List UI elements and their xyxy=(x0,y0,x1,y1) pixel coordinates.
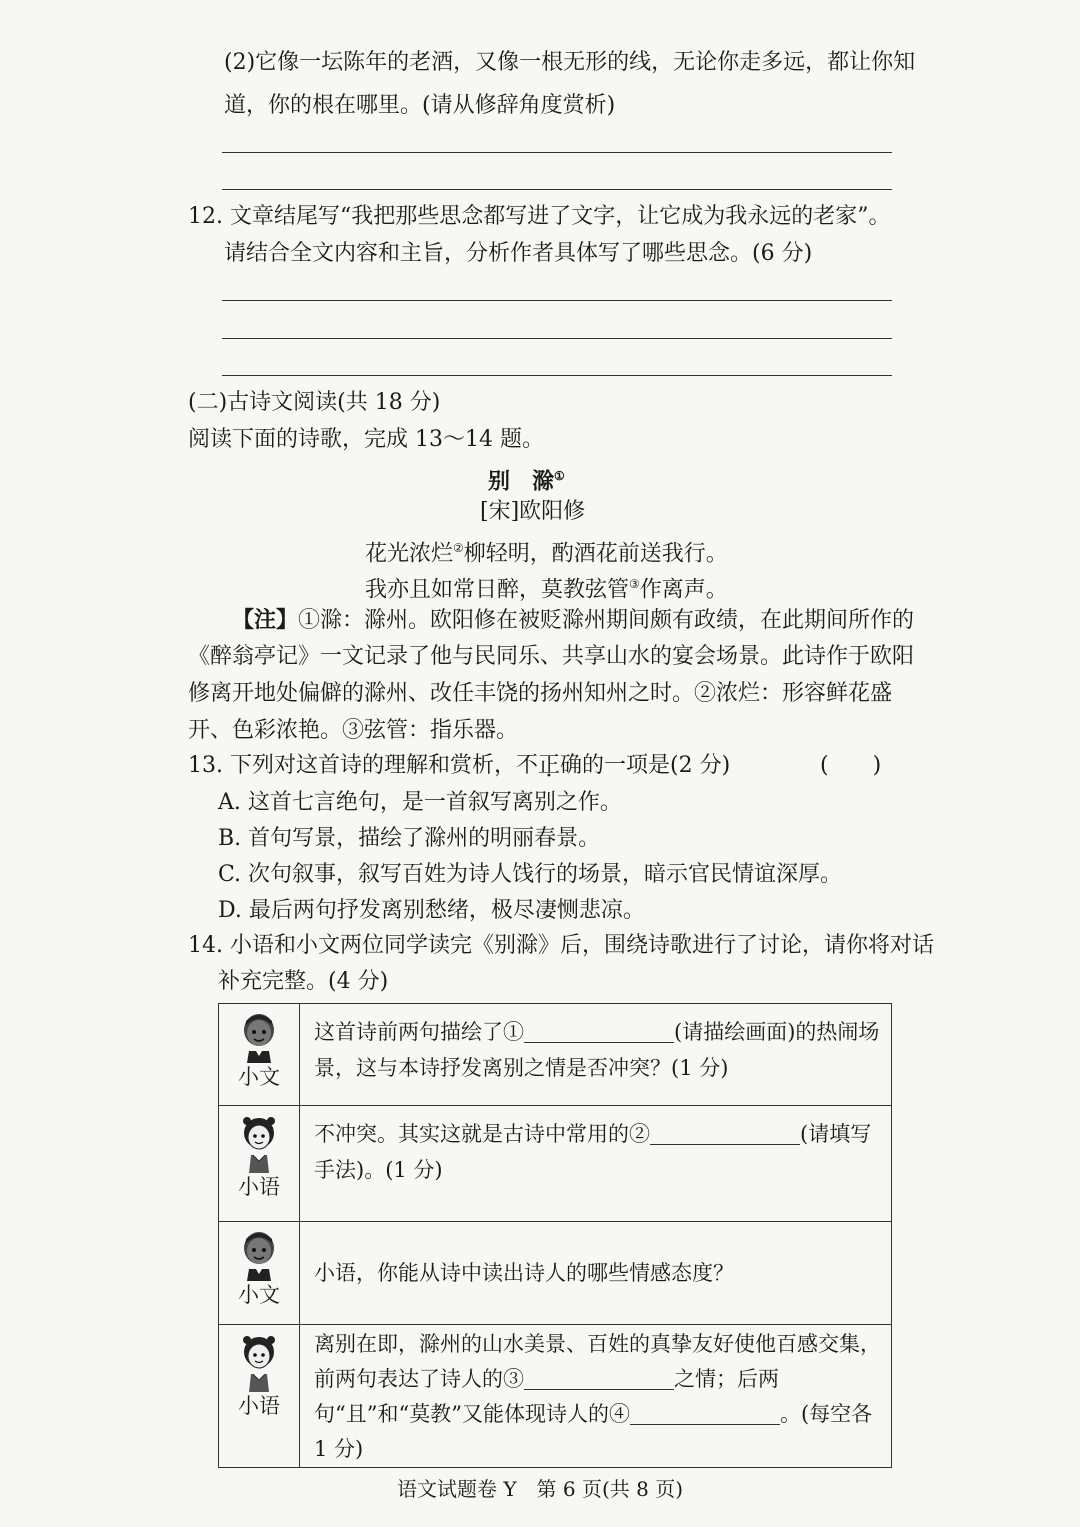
dialog-row xyxy=(219,1106,892,1222)
note-marker: ① xyxy=(554,469,565,483)
q13-option-d[interactable]: D. 最后两句抒发离别愁绪，极尽凄恻悲凉。 xyxy=(218,898,645,923)
poem-title xyxy=(488,461,565,496)
poem-title-text: 别 滁 xyxy=(488,468,555,495)
dialog-row xyxy=(219,1325,892,1468)
speech-text: 这首诗前两句描绘了① xyxy=(314,1020,524,1044)
speech-cell xyxy=(300,1325,892,1468)
notes-line-1-text: ①滁：滁州。欧阳修在被贬滁州期间颇有政绩，在此期间所作的 xyxy=(298,608,915,633)
fill-blank-3[interactable] xyxy=(524,1367,674,1390)
speaker-name: 小语 xyxy=(238,1394,280,1418)
notes-label: 【注】 xyxy=(232,607,299,633)
q13-stem-emphasis: 不正确 xyxy=(515,753,582,778)
q13-stem-b: 的一项是(2 分) xyxy=(582,753,731,778)
fill-blank-2[interactable] xyxy=(650,1122,800,1145)
speech-text: 小语，你能从诗中读出诗人的哪些情感态度？ xyxy=(314,1261,734,1285)
q13-option-a[interactable]: A. 这首七言绝句，是一首叙写离别之作。 xyxy=(218,790,622,815)
notes-line-4: 开、色彩浓艳。③弦管：指乐器。 xyxy=(188,718,519,743)
q14-line2: 补充完整。(4 分) xyxy=(218,969,389,994)
notes-line-2: 《醉翁亭记》一文记录了他与民同乐、共享山水的宴会场景。此诗作于欧阳 xyxy=(188,644,915,669)
speaker-cell xyxy=(219,1004,300,1106)
speaker-name: 小文 xyxy=(238,1283,280,1307)
notes-line-1 xyxy=(232,605,914,636)
notes-line-3: 修离开地处偏僻的滁州、改任丰饶的扬州知州之时。②浓烂：形容鲜花盛 xyxy=(188,681,893,706)
q13-stem-a: 13. 下列对这首诗的理解和赏析， xyxy=(188,753,516,778)
q12-line2: 请结合全文内容和主旨，分析作者具体写了哪些思念。(6 分) xyxy=(224,241,813,266)
poem-line-1 xyxy=(365,533,728,569)
note-marker: ② xyxy=(453,541,464,555)
answer-line[interactable] xyxy=(222,300,892,301)
speaker-cell xyxy=(219,1106,300,1222)
speaker-name: 小文 xyxy=(238,1065,280,1089)
q13-option-b[interactable]: B. 首句写景，描绘了滁州的明丽春景。 xyxy=(218,826,601,851)
speech-cell xyxy=(300,1106,892,1222)
speaker-cell xyxy=(219,1222,300,1325)
poem-author: [宋]欧阳修 xyxy=(480,499,586,524)
q13-option-c[interactable]: C. 次句叙事，叙写百姓为诗人饯行的场景，暗示官民情谊深厚。 xyxy=(218,862,843,887)
boy-avatar-icon xyxy=(239,1011,279,1063)
speech-text: 离别在即，滁州的山水美景、百姓的真挚友好使他百感交集，前两句表达了诗人的③ xyxy=(314,1332,881,1391)
poem-line-1-b: 柳轻明，酌酒花前送我行。 xyxy=(463,541,728,567)
speaker-cell xyxy=(219,1325,300,1468)
speech-text: 之情；后两句“且”和“莫教”又能体现诗人的④ xyxy=(314,1367,779,1426)
answer-line[interactable] xyxy=(222,152,892,153)
speech-text: 不冲突。其实这就是古诗中常用的② xyxy=(314,1122,650,1146)
section-title: (二)古诗文阅读(共 18 分) xyxy=(188,390,441,415)
q11-item2-line1: (2)它像一坛陈年的老酒，又像一根无形的线，无论你走多远，都让你知 xyxy=(224,50,916,75)
speech-text: 。(每空各 1 分) xyxy=(314,1402,873,1461)
dialog-table xyxy=(218,1003,892,1468)
speech-text: (请描绘画面)的热闹场景，这与本诗抒发离别之情是否冲突？(1 分) xyxy=(314,1020,880,1080)
girl-avatar-icon xyxy=(239,1113,279,1173)
speech-text: (请填写手法)。(1 分) xyxy=(314,1122,872,1182)
answer-line[interactable] xyxy=(222,375,892,376)
speech-cell xyxy=(300,1004,892,1106)
speech-cell xyxy=(300,1222,892,1325)
fill-blank-4[interactable] xyxy=(630,1402,780,1425)
dialog-row xyxy=(219,1222,892,1325)
q13-answer-paren[interactable]: ( ) xyxy=(820,753,882,778)
poem-line-2 xyxy=(365,569,728,605)
page-footer: 语文试题卷 Y 第 6 页(共 8 页) xyxy=(396,1477,684,1501)
q14-line1: 14. 小语和小文两位同学读完《别滁》后，围绕诗歌进行了讨论，请你将对话 xyxy=(188,933,934,958)
girl-avatar-icon xyxy=(239,1332,279,1392)
q11-item2-line2: 道，你的根在哪里。(请从修辞角度赏析) xyxy=(224,93,616,118)
dialog-row xyxy=(219,1004,892,1106)
poem-line-1-a: 花光浓烂 xyxy=(365,541,454,567)
boy-avatar-icon xyxy=(239,1229,279,1281)
fill-blank-1[interactable] xyxy=(524,1020,674,1043)
speaker-name: 小语 xyxy=(238,1175,280,1199)
poem-line-2-a: 我亦且如常日醉，莫教弦管 xyxy=(365,577,630,603)
q12-line1: 12. 文章结尾写“我把那些思念都写进了文字，让它成为我永远的老家”。 xyxy=(188,204,891,229)
note-marker: ③ xyxy=(629,577,640,591)
answer-line[interactable] xyxy=(222,338,892,339)
q13-stem xyxy=(188,751,730,781)
answer-line[interactable] xyxy=(222,189,892,190)
section-instruction: 阅读下面的诗歌，完成 13～14 题。 xyxy=(188,427,544,452)
poem-line-2-b: 作离声。 xyxy=(639,577,728,603)
